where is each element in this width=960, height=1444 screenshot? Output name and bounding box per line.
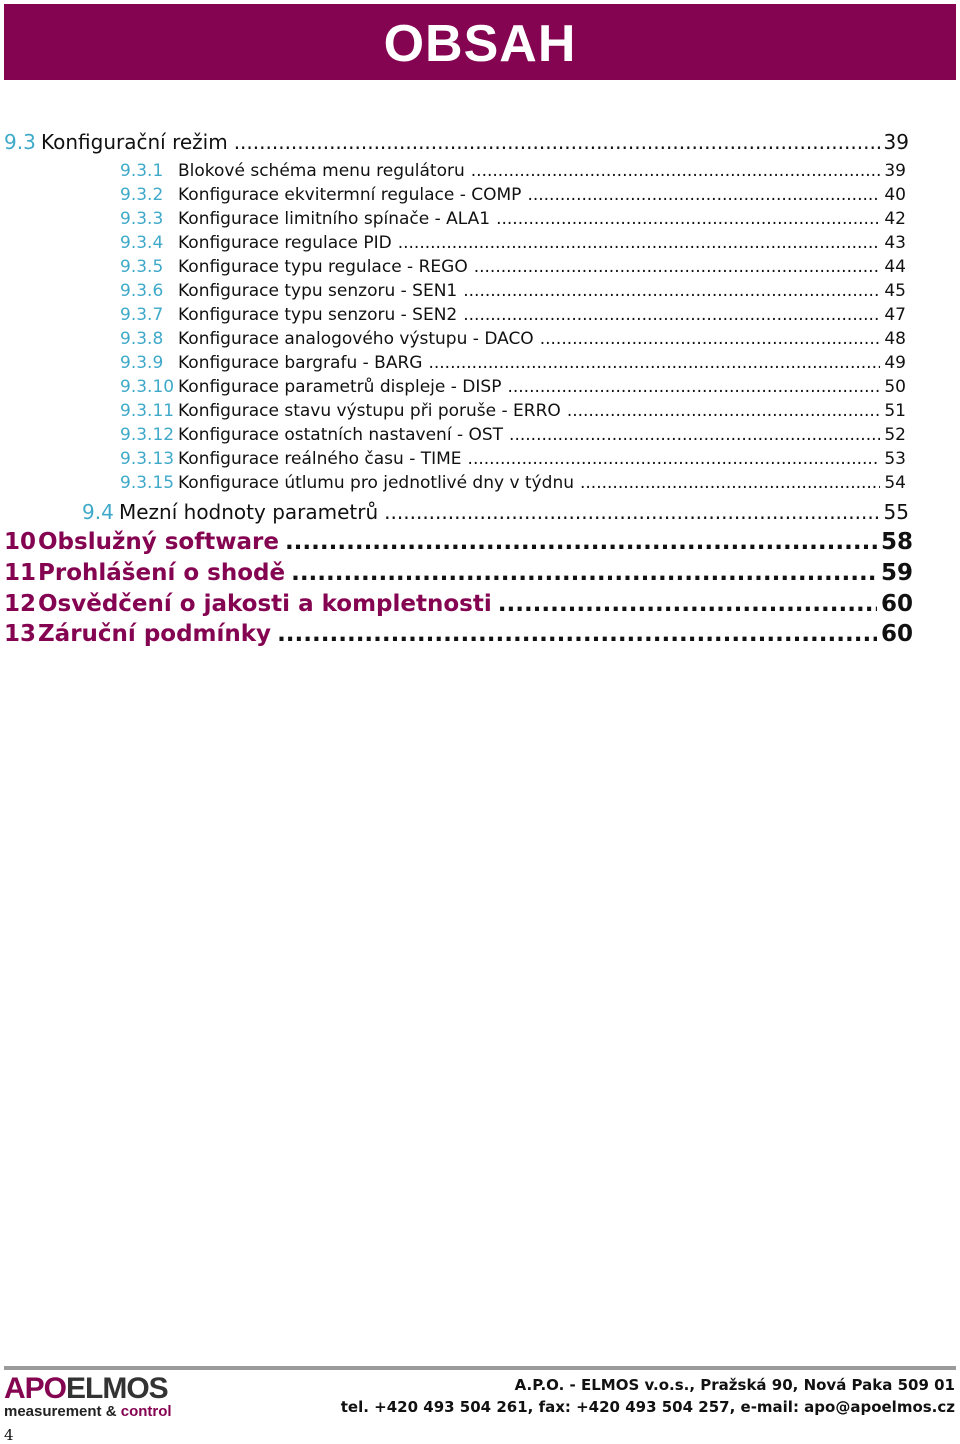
toc-title: Mezní hodnoty parametrů <box>119 500 379 524</box>
toc-leader <box>567 399 881 423</box>
toc-page: 54 <box>884 473 906 493</box>
logo-control-text: control <box>120 1403 172 1420</box>
toc-page: 40 <box>884 185 906 205</box>
toc-leader <box>580 471 880 495</box>
toc-title: Konfigurace parametrů displeje - DISP <box>178 377 502 397</box>
toc-leader <box>468 447 881 471</box>
toc-title: Prohlášení o shodě <box>38 560 286 586</box>
toc-entry-9-3[interactable] <box>4 128 909 156</box>
toc-title: Konfigurace typu regulace - REGO <box>178 257 468 277</box>
header-bar <box>4 4 956 80</box>
toc-page: 39 <box>884 161 906 181</box>
toc-entry-9-3-12[interactable] <box>120 423 906 447</box>
toc-title: Konfigurace typu senzoru - SEN2 <box>178 305 458 325</box>
toc-leader <box>507 375 880 399</box>
toc-page: 55 <box>883 500 909 524</box>
toc-leader <box>384 498 879 526</box>
toc-entry-9-3-15[interactable] <box>120 471 906 495</box>
toc-entry-chapter-12[interactable] <box>4 589 913 619</box>
toc-title: Konfigurace útlumu pro jednotlivé dny v týdnu <box>178 473 574 493</box>
toc-number: 9.3.10 <box>120 377 175 397</box>
toc-leader <box>285 527 877 557</box>
toc-number: 9.3.15 <box>120 473 175 493</box>
toc-leader <box>527 183 880 207</box>
logo-measurement-text: measurement <box>4 1403 102 1420</box>
page-number: 4 <box>4 1426 14 1444</box>
toc-page: 51 <box>884 401 906 421</box>
logo-tagline <box>4 1403 172 1421</box>
toc-number: 9.3.2 <box>120 185 164 205</box>
toc-page: 52 <box>884 425 906 445</box>
toc-number: 9.3.7 <box>120 305 164 325</box>
toc-leader <box>277 619 877 649</box>
toc-number: 9.3 <box>4 130 36 154</box>
toc-page: 42 <box>884 209 906 229</box>
toc-page: 48 <box>884 329 906 349</box>
footer-divider <box>4 1366 956 1370</box>
toc-entry-9-3-3[interactable] <box>120 207 906 231</box>
toc-title: Konfigurace ostatních nastavení - OST <box>178 425 504 445</box>
toc-number: 12 <box>4 591 37 617</box>
logo-wordmark <box>4 1372 168 1406</box>
company-info <box>341 1374 955 1418</box>
toc-title: Konfigurace limitního spínače - ALA1 <box>178 209 491 229</box>
toc-entry-chapter-13[interactable] <box>4 619 913 649</box>
toc-leader <box>398 231 881 255</box>
company-address: A.P.O. - ELMOS v.o.s., Pražská 90, Nová Paka 509 01 <box>514 1376 955 1394</box>
toc-number: 11 <box>4 560 37 586</box>
toc-title: Konfigurační režim <box>41 130 228 154</box>
toc-entry-9-3-5[interactable] <box>120 255 906 279</box>
toc-page: 45 <box>884 281 906 301</box>
toc-number: 10 <box>4 529 37 555</box>
toc-number: 9.3.9 <box>120 353 164 373</box>
toc-title: Konfigurace reálného času - TIME <box>178 449 462 469</box>
toc-leader <box>509 423 880 447</box>
logo-ampersand: & <box>105 1403 117 1420</box>
toc-entry-9-3-2[interactable] <box>120 183 906 207</box>
toc-title: Záruční podmínky <box>38 621 272 647</box>
toc-number: 9.3.11 <box>120 401 175 421</box>
toc-title: Konfigurace regulace PID <box>178 233 392 253</box>
toc-title: Obslužný software <box>38 529 279 555</box>
apoelmos-logo <box>4 1372 194 1422</box>
toc-number: 9.3.3 <box>120 209 164 229</box>
toc-leader <box>463 303 880 327</box>
toc-title: Konfigurace analogového výstupu - DACO <box>178 329 534 349</box>
toc-leader <box>463 279 880 303</box>
toc-leader <box>496 207 880 231</box>
toc-page: 49 <box>884 353 906 373</box>
toc-number: 9.3.5 <box>120 257 164 277</box>
toc-page: 44 <box>884 257 906 277</box>
toc-leader <box>498 589 877 619</box>
toc-number: 9.3.6 <box>120 281 164 301</box>
toc-title: Konfigurace bargrafu - BARG <box>178 353 423 373</box>
toc-leader <box>471 159 881 183</box>
toc-entry-9-3-10[interactable] <box>120 375 906 399</box>
toc-number: 9.4 <box>82 500 114 524</box>
toc-page: 39 <box>883 130 909 154</box>
toc-entry-9-3-6[interactable] <box>120 279 906 303</box>
toc-title: Konfigurace typu senzoru - SEN1 <box>178 281 458 301</box>
logo-elmos-text: ELMOS <box>66 1372 168 1405</box>
toc-entry-9-3-8[interactable] <box>120 327 906 351</box>
toc-page: 50 <box>884 377 906 397</box>
toc-title: Konfigurace stavu výstupu při poruše - ERRO <box>178 401 561 421</box>
toc-number: 9.3.4 <box>120 233 164 253</box>
toc-number: 9.3.13 <box>120 449 175 469</box>
toc-page: 53 <box>884 449 906 469</box>
toc-page: 60 <box>880 591 913 617</box>
toc-entry-9-3-13[interactable] <box>120 447 906 471</box>
toc-entry-9-3-9[interactable] <box>120 351 906 375</box>
toc-page: 59 <box>880 560 913 586</box>
toc-number: 9.3.8 <box>120 329 164 349</box>
company-contact: tel. +420 493 504 261, fax: +420 493 504 257, e-mail: apo@apoelmos.cz <box>340 1398 955 1416</box>
toc-number: 13 <box>4 621 37 647</box>
toc-page: 58 <box>880 529 913 555</box>
toc-entry-chapter-10[interactable] <box>4 527 913 557</box>
toc-page: 60 <box>880 621 913 647</box>
toc-page: 43 <box>884 233 906 253</box>
toc-page: 47 <box>884 305 906 325</box>
toc-entry-9-3-7[interactable] <box>120 303 906 327</box>
toc-entry-9-3-11[interactable] <box>120 399 906 423</box>
toc-title: Osvědčení o jakosti a kompletnosti <box>38 591 492 617</box>
toc-title: Konfigurace ekvitermní regulace - COMP <box>178 185 522 205</box>
toc-leader <box>540 327 881 351</box>
toc-number: 9.3.1 <box>120 161 164 181</box>
toc-leader <box>291 558 877 588</box>
toc-title: Blokové schéma menu regulátoru <box>178 161 465 181</box>
toc-entry-9-3-4[interactable] <box>120 231 906 255</box>
page-title: OBSAH <box>383 15 577 73</box>
toc-number: 9.3.12 <box>120 425 175 445</box>
logo-apo-text: APO <box>4 1372 67 1405</box>
toc-entry-chapter-11[interactable] <box>4 558 913 588</box>
toc-leader <box>234 128 880 156</box>
toc-leader <box>474 255 881 279</box>
toc-entry-9-3-1[interactable] <box>120 159 906 183</box>
toc-entry-9-4[interactable] <box>82 498 909 526</box>
toc-leader <box>428 351 880 375</box>
